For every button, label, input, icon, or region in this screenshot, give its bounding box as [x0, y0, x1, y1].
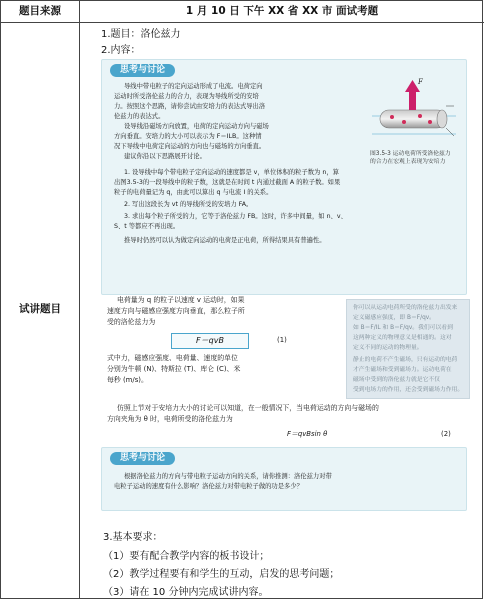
trial-topic-label: 试讲题目: [19, 303, 61, 315]
formula-number: (1): [277, 336, 287, 344]
side-note-line: 磁场中受到的洛伦兹力就是它不仅: [353, 377, 440, 383]
left-column: [1, 23, 80, 598]
step-line: S、t 等都应不再出现。: [114, 223, 180, 230]
discussion-line: 根据洛伦兹力的方向与带电粒子运动方向的关系，请你推测：洛伦兹力对带: [124, 473, 332, 480]
requirement-item: （3）请在 10 分钟内完成试讲内容。: [103, 587, 269, 598]
side-note-line: 定义磁感应强度，即 B＝F/qv。: [353, 315, 435, 321]
figure-caption-line: 图3.5-3 运动电荷所受洛伦兹力: [370, 151, 451, 157]
intro-line: 导线中带电粒子的定向运动形成了电流。电荷定向: [124, 83, 263, 90]
figure-caption-line: 的合力在宏观上表现为安培力: [370, 159, 446, 165]
requirement-item: （2）教学过程要有和学生的互动，启发的思考问题；: [103, 569, 340, 580]
textbook-excerpt-box: [101, 59, 467, 295]
units-line: 每秒 (m/s)。: [107, 376, 148, 384]
discussion-line: 电粒子运动的速度有什么影响？洛伦兹力对带电粒子做的功是多少？: [114, 483, 303, 490]
formula-number: (2): [441, 430, 451, 438]
topic-line: 1.题目：洛伦兹力: [101, 29, 181, 40]
intro-line: 建议你沿以下思路展开讨论。: [124, 153, 206, 160]
conductor-diagram: [370, 76, 458, 146]
body-paragraph-line: 速度方向与磁感应强度方向垂直，那么粒子所: [107, 307, 245, 315]
force-label: F: [418, 78, 423, 86]
side-note-box: [346, 299, 470, 399]
side-note-line: 这两种定义的物理意义是相通的。这对: [353, 335, 452, 341]
side-note-line: 你可以从运动电荷所受的洛伦兹力出发来: [353, 305, 458, 311]
requirements-title: 3.基本要求：: [103, 532, 163, 543]
step-line: 2. 写出这段长为 vt 的导线所受的安培力 FA。: [124, 201, 253, 208]
step-line: 粒子的电荷量记为 q，由此可以算出 q 与电流 I 的关系。: [114, 189, 273, 196]
content-line: 2.内容：: [101, 45, 141, 56]
requirement-item: （1）要有配合教学内容的板书设计；: [103, 551, 270, 562]
intro-line: 运动时所受洛伦兹力的合力，表现为导线所受的安培: [114, 93, 259, 100]
units-line: 分别为牛顿 (N)、特斯拉 (T)、库仑 (C)、米: [107, 365, 241, 373]
general-line: 仿照上节对于安培力大小的讨论可以知道，在一般情况下，当电荷运动的方向与磁场的: [117, 404, 379, 412]
formula-lorentz: F＝qvB: [171, 333, 249, 349]
intro-line: 设导线沿磁场方向放置，电荷的定向运动方向与磁场: [124, 123, 269, 130]
conclusion-line: 推导时仍然可以认为做定向运动的电荷是正电荷，所得结果具有普遍性。: [124, 237, 326, 244]
content-cell: [80, 23, 482, 598]
side-note-line: 静止的电荷不产生磁场，只有运动的电荷: [353, 357, 458, 363]
step-line: 3. 求出每个粒子所受的力，它等于洛伦兹力 FB。这时，许多中间量，如 n、v、: [124, 213, 347, 220]
step-line: 1. 设导线中每个带电粒子定向运动的速度都是 v，单位体积的粒子数为 n，算: [124, 169, 339, 176]
discussion-box: [101, 447, 467, 511]
step-line: 出图3.5-3的一段导线中的粒子数，这就是在时间 t 内通过截面 A 的粒子数。如果: [114, 179, 341, 186]
side-note-line: 受到电场力的作用，还会受到磁场力作用。: [353, 387, 464, 393]
units-line: 式中力，磁感应强度、电荷量、速度的单位: [107, 354, 238, 362]
body-paragraph-line: 受的洛伦兹力为: [107, 318, 156, 326]
source-label: 题目来源: [1, 1, 80, 22]
side-note-line: 才产生磁场和受到磁场力。运动电荷在: [353, 367, 452, 373]
side-note-line: 如 B＝F/IL 和 B＝F/qv。我们可以看到: [353, 325, 453, 331]
intro-line: 况下导线中电荷定向运动的方向也与磁场的方向垂直。: [114, 143, 266, 150]
source-value: 1 月 10 日 下午 XX 省 XX 市 面试考题: [185, 5, 379, 17]
figure-caption: [370, 150, 458, 166]
textbook-body: [101, 291, 471, 441]
conductor-figure: [370, 76, 458, 166]
formula-general: F＝qvBsin θ: [287, 430, 328, 438]
header-row: [1, 1, 484, 23]
body-paragraph-line: 电荷量为 q 的粒子以速度 v 运动时，如果: [117, 296, 245, 304]
intro-line: 力。按照这个思路，请你尝试由安培力的表达式导出洛: [114, 103, 266, 110]
side-note-line: 定义不同的运动的物理量。: [353, 345, 423, 351]
general-line: 方向夹角为 θ 时，电荷所受的洛伦兹力为: [107, 415, 233, 423]
intro-line: 伦兹力的表达式。: [114, 113, 165, 120]
think-discuss-tag: 思考与讨论: [110, 64, 175, 77]
think-discuss-tag: 思考与讨论: [110, 452, 175, 465]
intro-line: 方向垂直。安培力的大小可以表示为 F＝ILB。这种情: [114, 133, 262, 140]
